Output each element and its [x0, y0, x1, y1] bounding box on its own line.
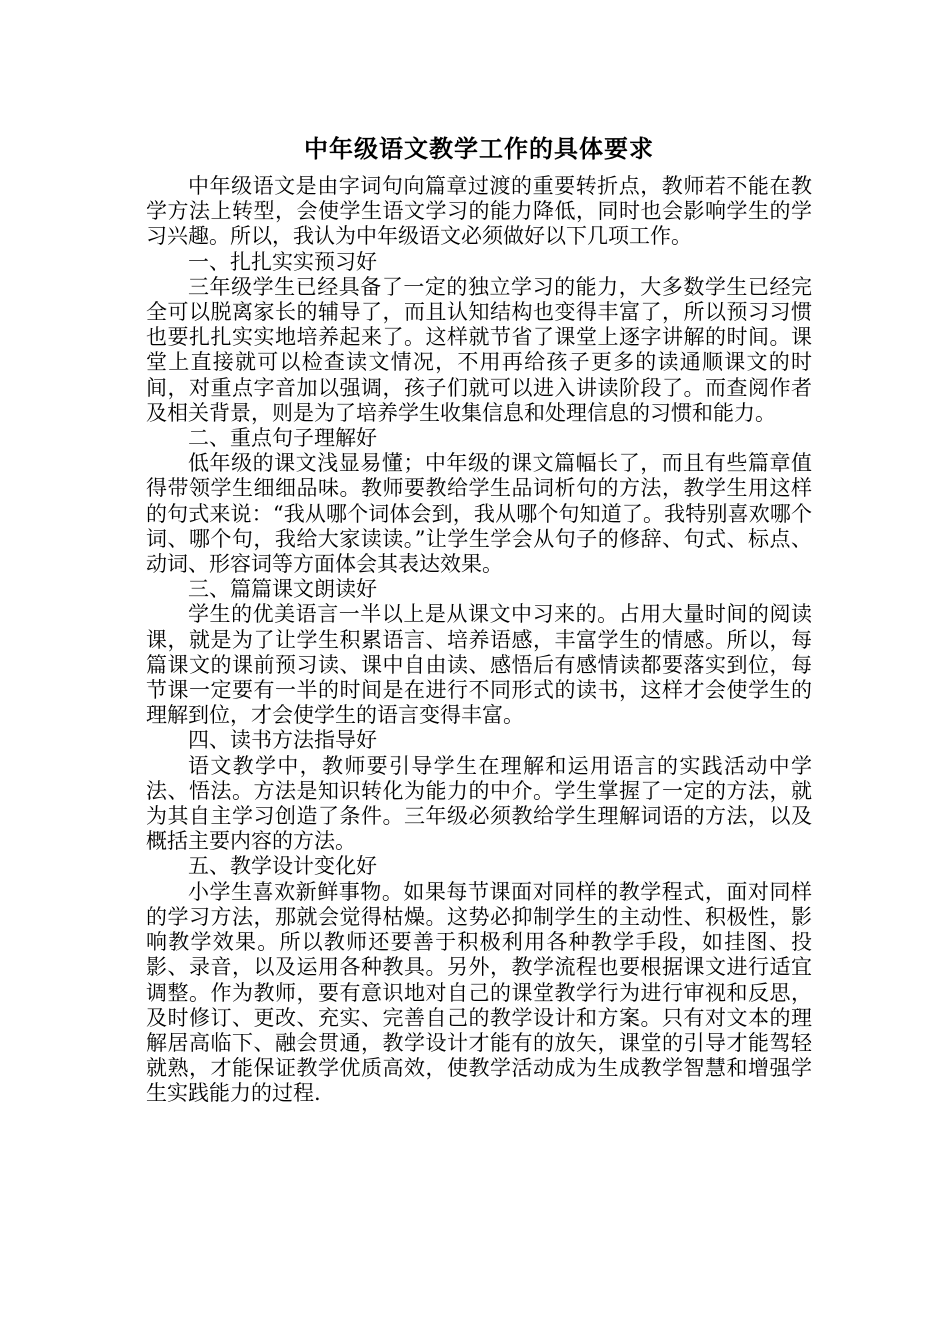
- section-body-4: 语文教学中，教师要引导学生在理解和运用语言的实践活动中学法、悟法。方法是知识转化为能力的中介。学生掌握了一定的方法，就为其自主学习创造了条件。三年级必须教给学生理解词语的方法，以及概括主要内容的方法。: [146, 753, 812, 854]
- section-body-3: 学生的优美语言一半以上是从课文中习来的。占用大量时间的阅读课，就是为了让学生积累语言、培养语感，丰富学生的情感。所以，每篇课文的课前预习读、课中自由读、感悟后有感情读都要落实到位，每节课一定要有一半的时间是在进行不同形式的读书，这样才会使学生的理解到位，才会使学生的语言变得丰富。: [146, 602, 812, 728]
- document-page: [146, 132, 812, 1107]
- section-heading-1: 一、扎扎实实预习好: [188, 249, 377, 274]
- section-heading-4: 四、读书方法指导好: [188, 728, 377, 753]
- section-heading-2: 二、重点句子理解好: [188, 426, 377, 451]
- section-body-1: 三年级学生已经具备了一定的独立学习的能力，大多数学生已经完全可以脱离家长的辅导了，而且认知结构也变得丰富了，所以预习习惯也要扎扎实实地培养起来了。这样就节省了课堂上逐字讲解的时间。课堂上直接就可以检查读文情况，不用再给孩子更多的读通顺课文的时间，对重点字音加以强调，孩子们就可以进入讲读阶段了。而查阅作者及相关背景，则是为了培养学生收集信息和处理信息的习惯和能力。: [146, 274, 812, 425]
- section-body-2: 低年级的课文浅显易懂；中年级的课文篇幅长了，而且有些篇章值得带领学生细细品味。教师要教给学生品词析句的方法，教学生用这样的句式来说：“我从哪个词体会到，我从哪个句知道了。我特别喜欢哪个词、哪个句，我给大家读读。”让学生学会从句子的修辞、句式、标点、动词、形容词等方面体会其表达效果。: [146, 451, 812, 577]
- section-body-5: 小学生喜欢新鲜事物。如果每节课面对同样的教学程式，面对同样的学习方法，那就会觉得枯燥。这势必抑制学生的主动性、积极性，影响教学效果。所以教师还要善于积极利用各种教学手段，如挂图、投影、录音，以及运用各种教具。另外，教学流程也要根据课文进行适宜调整。作为教师，要有意识地对自己的课堂教学行为进行审视和反思，及时修订、更改、充实、完善自己的教学设计和方案。只有对文本的理解居高临下、融会贯通，教学设计才能有的放矢，课堂的引导才能驾轻就熟，才能保证教学优质高效，使教学活动成为生成教学智慧和增强学生实践能力的过程.: [146, 879, 812, 1106]
- document-title: 中年级语文教学工作的具体要求: [304, 134, 654, 163]
- section-heading-3: 三、篇篇课文朗读好: [188, 577, 377, 602]
- intro-paragraph: 中年级语文是由字词句向篇章过渡的重要转折点，教师若不能在教学方法上转型，会使学生语文学习的能力降低，同时也会影响学生的学习兴趣。所以，我认为中年级语文必须做好以下几项工作。: [146, 174, 812, 249]
- section-heading-5: 五、教学设计变化好: [188, 854, 377, 879]
